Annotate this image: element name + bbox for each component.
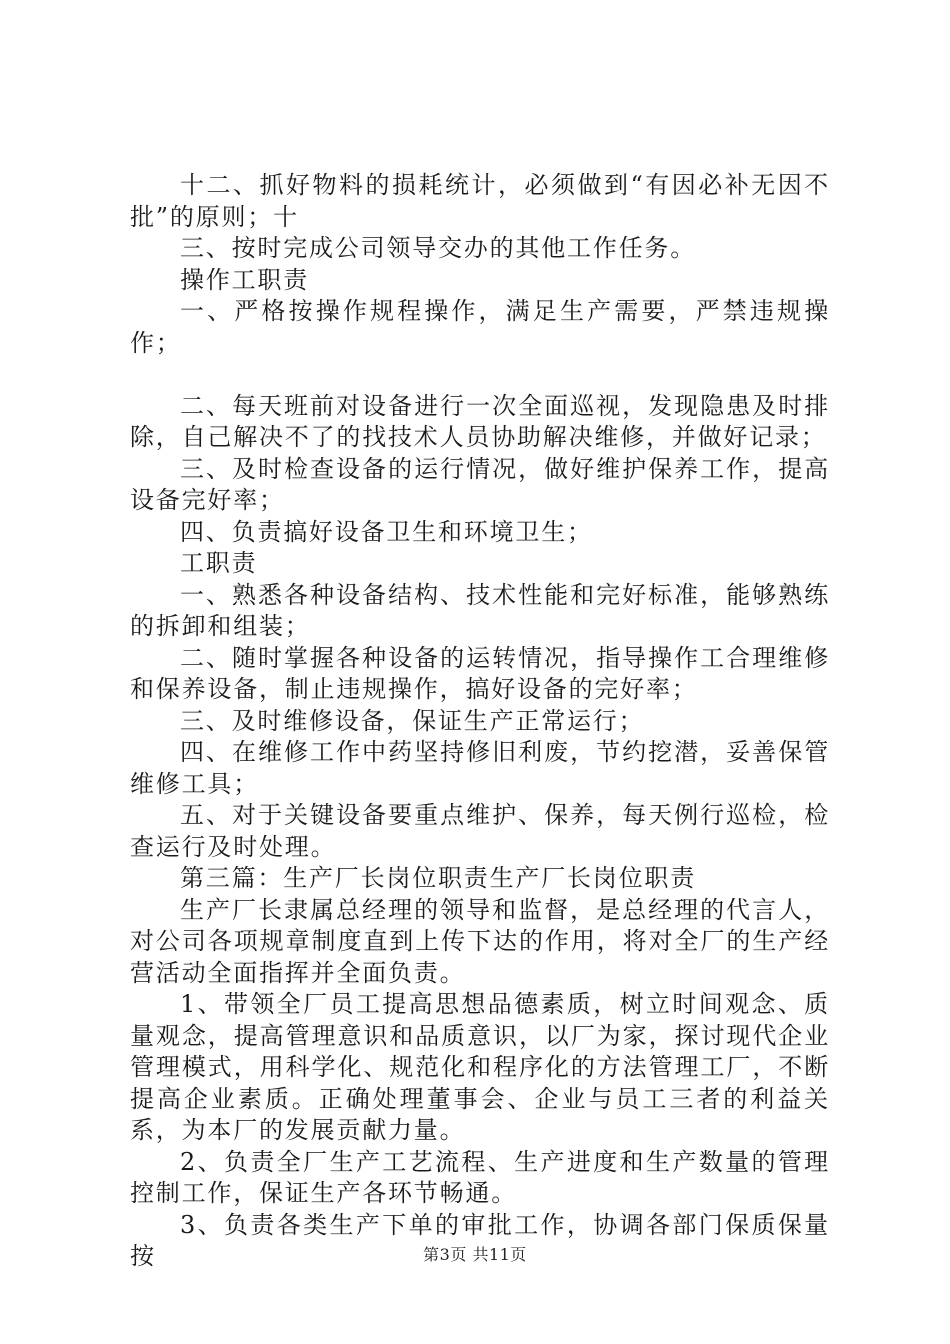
paragraph-9: 一、熟悉各种设备结构、技术性能和完好标准，能够熟练的拆卸和组装； — [130, 580, 830, 640]
page-number-footer: 第3页 共11页 — [423, 1245, 527, 1264]
section-heading-part-three: 第三篇：生产厂长岗位职责生产厂长岗位职责 — [180, 864, 696, 892]
paragraph-17: 2、负责全厂生产工艺流程、生产进度和生产数量的管理控制工作，保证生产各环节畅通。 — [130, 1147, 830, 1207]
paragraph-2: 三、按时完成公司领导交办的其他工作任务。 — [180, 234, 696, 262]
section-heading-worker: 工职责 — [180, 549, 258, 577]
section-heading-operator: 操作工职责 — [180, 265, 309, 294]
paragraph-6: 三、及时检查设备的运行情况，做好维护保养工作，提高设备完好率； — [130, 454, 830, 514]
paragraph-12: 四、在维修工作中药坚持修旧利废，节约挖潜，妥善保管维修工具； — [130, 738, 830, 798]
paragraph-5: 二、每天班前对设备进行一次全面巡视，发现隐患及时排除，自己解决不了的找技术人员协助解决维修，并做好记录； — [130, 391, 830, 451]
paragraph-13: 五、对于关键设备要重点维护、保养，每天例行巡检，检查运行及时处理。 — [130, 801, 830, 861]
paragraph-11: 三、及时维修设备，保证生产正常运行； — [180, 706, 645, 735]
paragraph-15: 生产厂长隶属总经理的领导和监督，是总经理的代言人，对公司各项规章制度直到上传下达的作用，将对全厂的生产经营活动全面指挥并全面负责。 — [130, 895, 830, 987]
paragraph-7: 四、负责搞好设备卫生和环境卫生； — [180, 517, 593, 546]
paragraph-1: 十二、抓好物料的损耗统计，必须做到“有因必补无因不批”的原则；十 — [130, 171, 830, 231]
paragraph-4: 一、严格按操作规程操作，满足生产需要，严禁违规操作； — [130, 297, 830, 357]
paragraph-10: 二、随时掌握各种设备的运转情况，指导操作工合理维修和保养设备，制止违规操作，搞好设备的完好率； — [130, 643, 830, 703]
document-body — [130, 170, 830, 1273]
paragraph-16: 1、带领全厂员工提高思想品德素质，树立时间观念、质量观念，提高管理意识和品质意识，以厂为家，探讨现代企业管理模式，用科学化、规范化和程序化的方法管理工厂，不断提高企业素质。正确处理董事会、企业与员工三者的利益关系，为本厂的发展贡献力量。 — [130, 990, 830, 1144]
paragraph-18: 3、负责各类生产下单的审批工作，协调各部门保质保量按 — [130, 1210, 830, 1270]
